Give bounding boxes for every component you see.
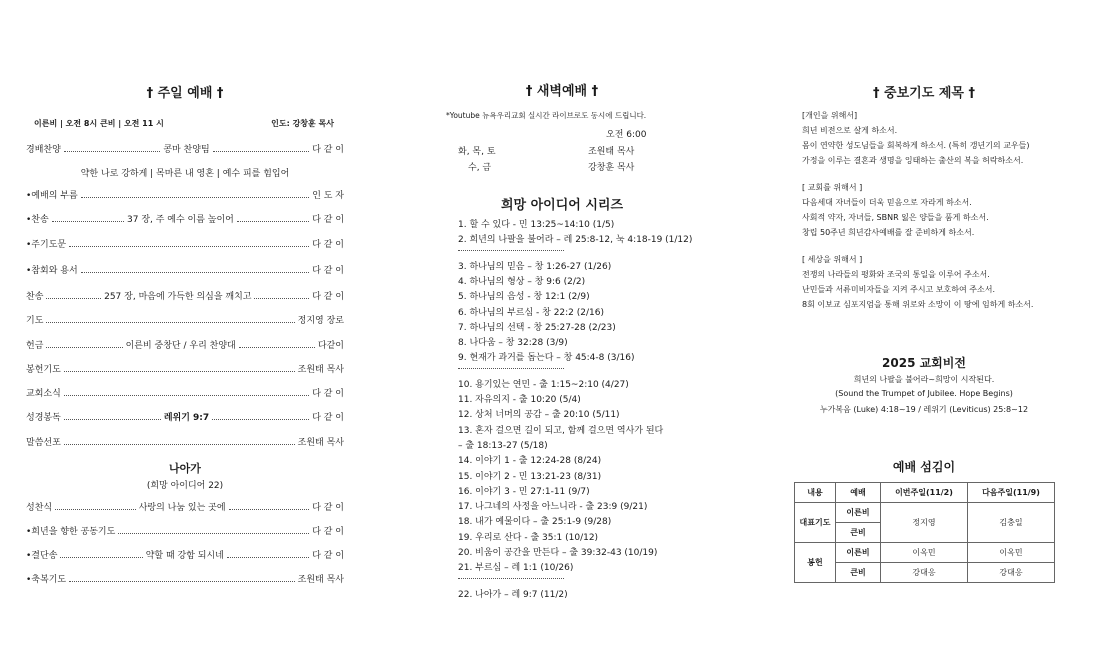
item-label: 찬송 (26, 292, 44, 302)
worship-order-item (26, 237, 344, 250)
dot-leader (64, 151, 161, 152)
series-item: 4. 하나님의 형상 – 창 9:6 (2/2) (458, 276, 586, 287)
dot-leader (213, 151, 310, 152)
dot-leader (64, 371, 295, 372)
item-label: •결단송 (26, 551, 58, 561)
dawn-days-2: 수, 금 (468, 163, 492, 173)
early-service: 이른비 (836, 503, 881, 523)
item-detail: 약할 때 강함 되시네 (145, 551, 224, 561)
sermon-subtitle: (희망 아이디어 22) (146, 481, 224, 491)
rep-next-week: 김충일 (968, 503, 1055, 543)
worship-order-item (26, 212, 344, 225)
header-this-week: 이번주일(11/2) (881, 483, 968, 503)
youtube-notice: *Youtube 뉴욕우리교회 실시간 라이브로도 동시에 드립니다. (446, 111, 647, 120)
item-leader: 조원태 목사 (297, 365, 344, 375)
series-divider (458, 368, 564, 369)
prayer-item: 8회 이보교 심포지엄을 통해 위로와 소망이 이 땅에 임하게 하소서. (802, 300, 1034, 309)
item-leader: 조원태 목사 (297, 438, 344, 448)
item-label: •축복기도 (26, 575, 67, 585)
worship-order-item (26, 338, 344, 351)
dot-leader (81, 272, 310, 273)
item-leader: 다 같 이 (312, 215, 345, 225)
prayer-title: † 중보기도 제목 † (873, 86, 975, 101)
series-item: 12. 상처 너머의 공감 – 출 20:10 (5/11) (458, 410, 620, 421)
dot-leader (64, 419, 161, 420)
item-detail: 콩마 찬양팀 (163, 145, 210, 155)
series-item: 14. 이야기 1 - 출 12:24-28 (8/24) (458, 456, 602, 467)
dawn-preacher-1: 조원태 목사 (588, 147, 635, 157)
offering-late-next: 강대응 (968, 563, 1055, 583)
rep-prayer-label: 대표기도 (795, 503, 836, 543)
item-leader: 다 같 이 (312, 413, 344, 423)
series-item: 1. 할 수 있다 - 민 13:25~14:10 (1/5) (458, 220, 615, 230)
dawn-time: 오전 6:00 (606, 130, 647, 140)
vision-line-3: 누가복음 (Luke) 4:18~19 / 레위기 (Leviticus) 25:8~12 (819, 405, 1029, 414)
item-leader: 조원태 목사 (297, 575, 344, 585)
offering-early-this: 이옥민 (881, 543, 968, 563)
worship-order-item (26, 188, 344, 201)
service-times: 이른비 | 오전 8시 큰비 | 오전 11 시 (34, 119, 164, 128)
prayer-item: 다음세대 자녀들이 더욱 믿음으로 자라게 하소서. (802, 198, 972, 207)
series-divider (458, 250, 564, 251)
dot-leader (229, 509, 310, 510)
worship-order-item (26, 386, 344, 399)
offering-early-next: 이옥민 (968, 543, 1055, 563)
prayer-section-heading: [ 교회를 위해서 ] (802, 183, 863, 192)
dot-leader (64, 395, 309, 396)
item-label: 교회소식 (26, 389, 61, 399)
table-row (795, 543, 1055, 563)
item-label: •찬송 (26, 215, 49, 225)
dot-leader (237, 221, 309, 222)
item-leader: 다 같 이 (312, 145, 344, 155)
series-item: 5. 하나님의 음성 - 창 12:1 (2/9) (458, 292, 590, 303)
item-label: 성찬식 (26, 503, 53, 513)
item-detail: 이른비 중창단 / 우리 찬양대 (125, 341, 236, 351)
item-detail: 레위기 9:7 (163, 413, 210, 423)
worship-order-item (26, 313, 344, 326)
item-label: 헌금 (26, 341, 44, 351)
item-label: 성경봉독 (26, 413, 61, 423)
item-leader: 다 같 이 (312, 527, 344, 537)
worship-motto: 약한 나로 강하게 | 목마른 내 영혼 | 예수 피를 힘입어 (80, 169, 290, 179)
series-item: 3. 하나님의 믿음 – 창 1:26-27 (1/26) (458, 261, 612, 272)
series-item: – 출 18:13-27 (5/18) (458, 440, 548, 451)
rep-this-week: 정지영 (881, 503, 968, 543)
dot-leader (46, 347, 122, 348)
header-next-week: 다음주일(11/9) (968, 483, 1055, 503)
series-item: 6. 하나님의 부르심 - 창 22:2 (2/16) (458, 307, 604, 318)
prayer-item: 난민들과 서류미비자들을 지켜 주시고 보호하여 주소서. (802, 285, 995, 294)
dot-leader (52, 221, 124, 222)
prayer-item: 사회적 약자, 자녀들, SBNR 잃은 양들을 품게 하소서. (802, 213, 989, 222)
item-leader: 다 같 이 (312, 389, 344, 399)
worship-order-item (26, 142, 344, 155)
late-service: 큰비 (836, 523, 881, 543)
offering-late-this: 강대응 (881, 563, 968, 583)
dot-leader (46, 322, 294, 323)
worship-order-item (26, 500, 344, 513)
series-item: 21. 부르심 – 레 1:1 (10/26) (458, 563, 574, 574)
series-item: 8. 나다움 – 창 32:28 (3/9) (458, 338, 568, 349)
worship-order-item (26, 362, 344, 375)
prayer-item: 가정을 이루는 결혼과 생명을 잉태하는 출산의 복을 허락하소서. (802, 156, 1024, 165)
servers-table (794, 482, 1055, 583)
offering-label: 봉헌 (795, 543, 836, 583)
dot-leader (55, 509, 136, 510)
series-item: 2. 희년의 나팔을 불어라 – 레 25:8-12, 눅 4:18-19 (1/12) (458, 235, 693, 246)
series-item: 7. 하나님의 선택 - 창 25:27-28 (2/23) (458, 322, 616, 333)
item-label: 기도 (26, 316, 44, 326)
series-divider (458, 578, 564, 579)
series-item: 16. 이야기 3 - 민 27:1-11 (9/7) (458, 486, 590, 497)
worship-order-item (26, 548, 344, 561)
dot-leader (227, 557, 309, 558)
item-label: 경배찬양 (26, 145, 61, 155)
item-label: •주기도문 (26, 240, 67, 250)
late-service: 큰비 (836, 563, 881, 583)
series-item: 20. 비움이 공간을 만든다 – 출 39:32-43 (10/19) (458, 548, 658, 558)
item-leader: 다 같 이 (312, 503, 344, 513)
item-label: •희년을 향한 공동기도 (26, 527, 116, 537)
prayer-item: 창립 50주년 희년감사예배를 잘 준비하게 하소서. (802, 228, 975, 237)
worship-order-item (26, 572, 344, 585)
dot-leader (60, 557, 142, 558)
vision-line-1: 희년의 나팔을 불어라~희망이 시작된다. (853, 375, 995, 384)
series-title: 희망 아이디어 시리즈 (500, 198, 624, 213)
dot-leader (254, 298, 309, 299)
servers-title: 예배 섬김이 (892, 460, 956, 474)
series-item: 13. 혼자 걸으면 길이 되고, 함께 걸으면 역사가 된다 (458, 425, 664, 436)
early-service: 이른비 (836, 543, 881, 563)
prayer-section-heading: [ 세상을 위해서 ] (802, 255, 863, 264)
item-detail: 사랑의 나눔 있는 곳에 (138, 503, 226, 513)
header-service: 예배 (836, 483, 881, 503)
vision-line-2: (Sound the Trumpet of Jubilee. Hope Begins) (835, 389, 1013, 398)
series-item: 18. 내가 예물이다 – 출 25:1-9 (9/28) (458, 517, 612, 528)
item-label: •예배의 부름 (26, 191, 78, 201)
vision-title: 2025 교회비전 (882, 356, 966, 370)
series-item: 22. 나아가 – 레 9:7 (11/2) (458, 589, 568, 600)
dot-leader (64, 444, 295, 445)
dot-leader (69, 581, 295, 582)
dot-leader (69, 246, 309, 247)
table-header-row (795, 483, 1055, 503)
sermon-title: 나아가 (169, 462, 201, 475)
service-leader: 인도: 강창훈 목사 (271, 119, 334, 128)
table-row (795, 503, 1055, 523)
series-item: 11. 자유의지 - 출 10:20 (5/4) (458, 395, 581, 405)
worship-order-item (26, 263, 344, 276)
dawn-days-1: 화, 목, 토 (458, 147, 496, 157)
header-content: 내용 (795, 483, 836, 503)
item-leader: 다 같 이 (312, 266, 344, 276)
item-detail: 37 장, 주 예수 이름 높이어 (127, 215, 234, 225)
dot-leader (212, 419, 309, 420)
dot-leader (239, 347, 315, 348)
prayer-item: 전쟁의 나라들의 평화와 조국의 통일을 이루어 주소서. (802, 270, 990, 279)
item-label: 말씀선포 (26, 438, 61, 448)
series-item: 19. 우리로 산다 - 출 35:1 (10/12) (458, 532, 599, 543)
item-leader: 다 같 이 (312, 551, 345, 561)
item-label: •참회와 용서 (26, 266, 78, 276)
series-item: 9. 현재가 과거를 돕는다 – 창 45:4-8 (3/16) (458, 353, 635, 364)
dot-leader (46, 298, 101, 299)
worship-order-item (26, 524, 344, 537)
item-leader: 다같이 (317, 341, 345, 351)
series-item: 10. 용기있는 연민 - 출 1:15~2:10 (4/27) (458, 379, 629, 390)
worship-order-item (26, 289, 344, 302)
item-leader: 인 도 자 (312, 191, 344, 201)
prayer-section-heading: [개인을 위해서] (802, 111, 858, 120)
series-item: 17. 나그네의 사정을 아느니라 - 출 23:9 (9/21) (458, 502, 648, 513)
prayer-item: 희년 비전으로 살게 하소서. (802, 126, 898, 135)
dot-leader (81, 197, 310, 198)
item-leader: 다 같 이 (312, 292, 345, 302)
worship-order-item (26, 435, 344, 448)
item-leader: 정지영 장로 (297, 316, 344, 326)
dot-leader (118, 533, 309, 534)
sunday-service-title: † 주일 예배 † (146, 86, 224, 101)
series-item: 15. 이야기 2 - 민 13:21-23 (8/31) (458, 471, 602, 482)
item-detail: 257 장, 마음에 가득한 의심을 깨치고 (104, 292, 252, 302)
dawn-service-title: † 새벽예배 † (525, 84, 599, 99)
prayer-item: 몸이 연약한 성도님들을 회복하게 하소서. (특히 갱년기의 교우들) (802, 141, 1030, 150)
dawn-preacher-2: 강창훈 목사 (588, 163, 635, 173)
item-label: 봉헌기도 (26, 365, 61, 375)
worship-order-item (26, 410, 344, 423)
item-leader: 다 같 이 (312, 240, 344, 250)
